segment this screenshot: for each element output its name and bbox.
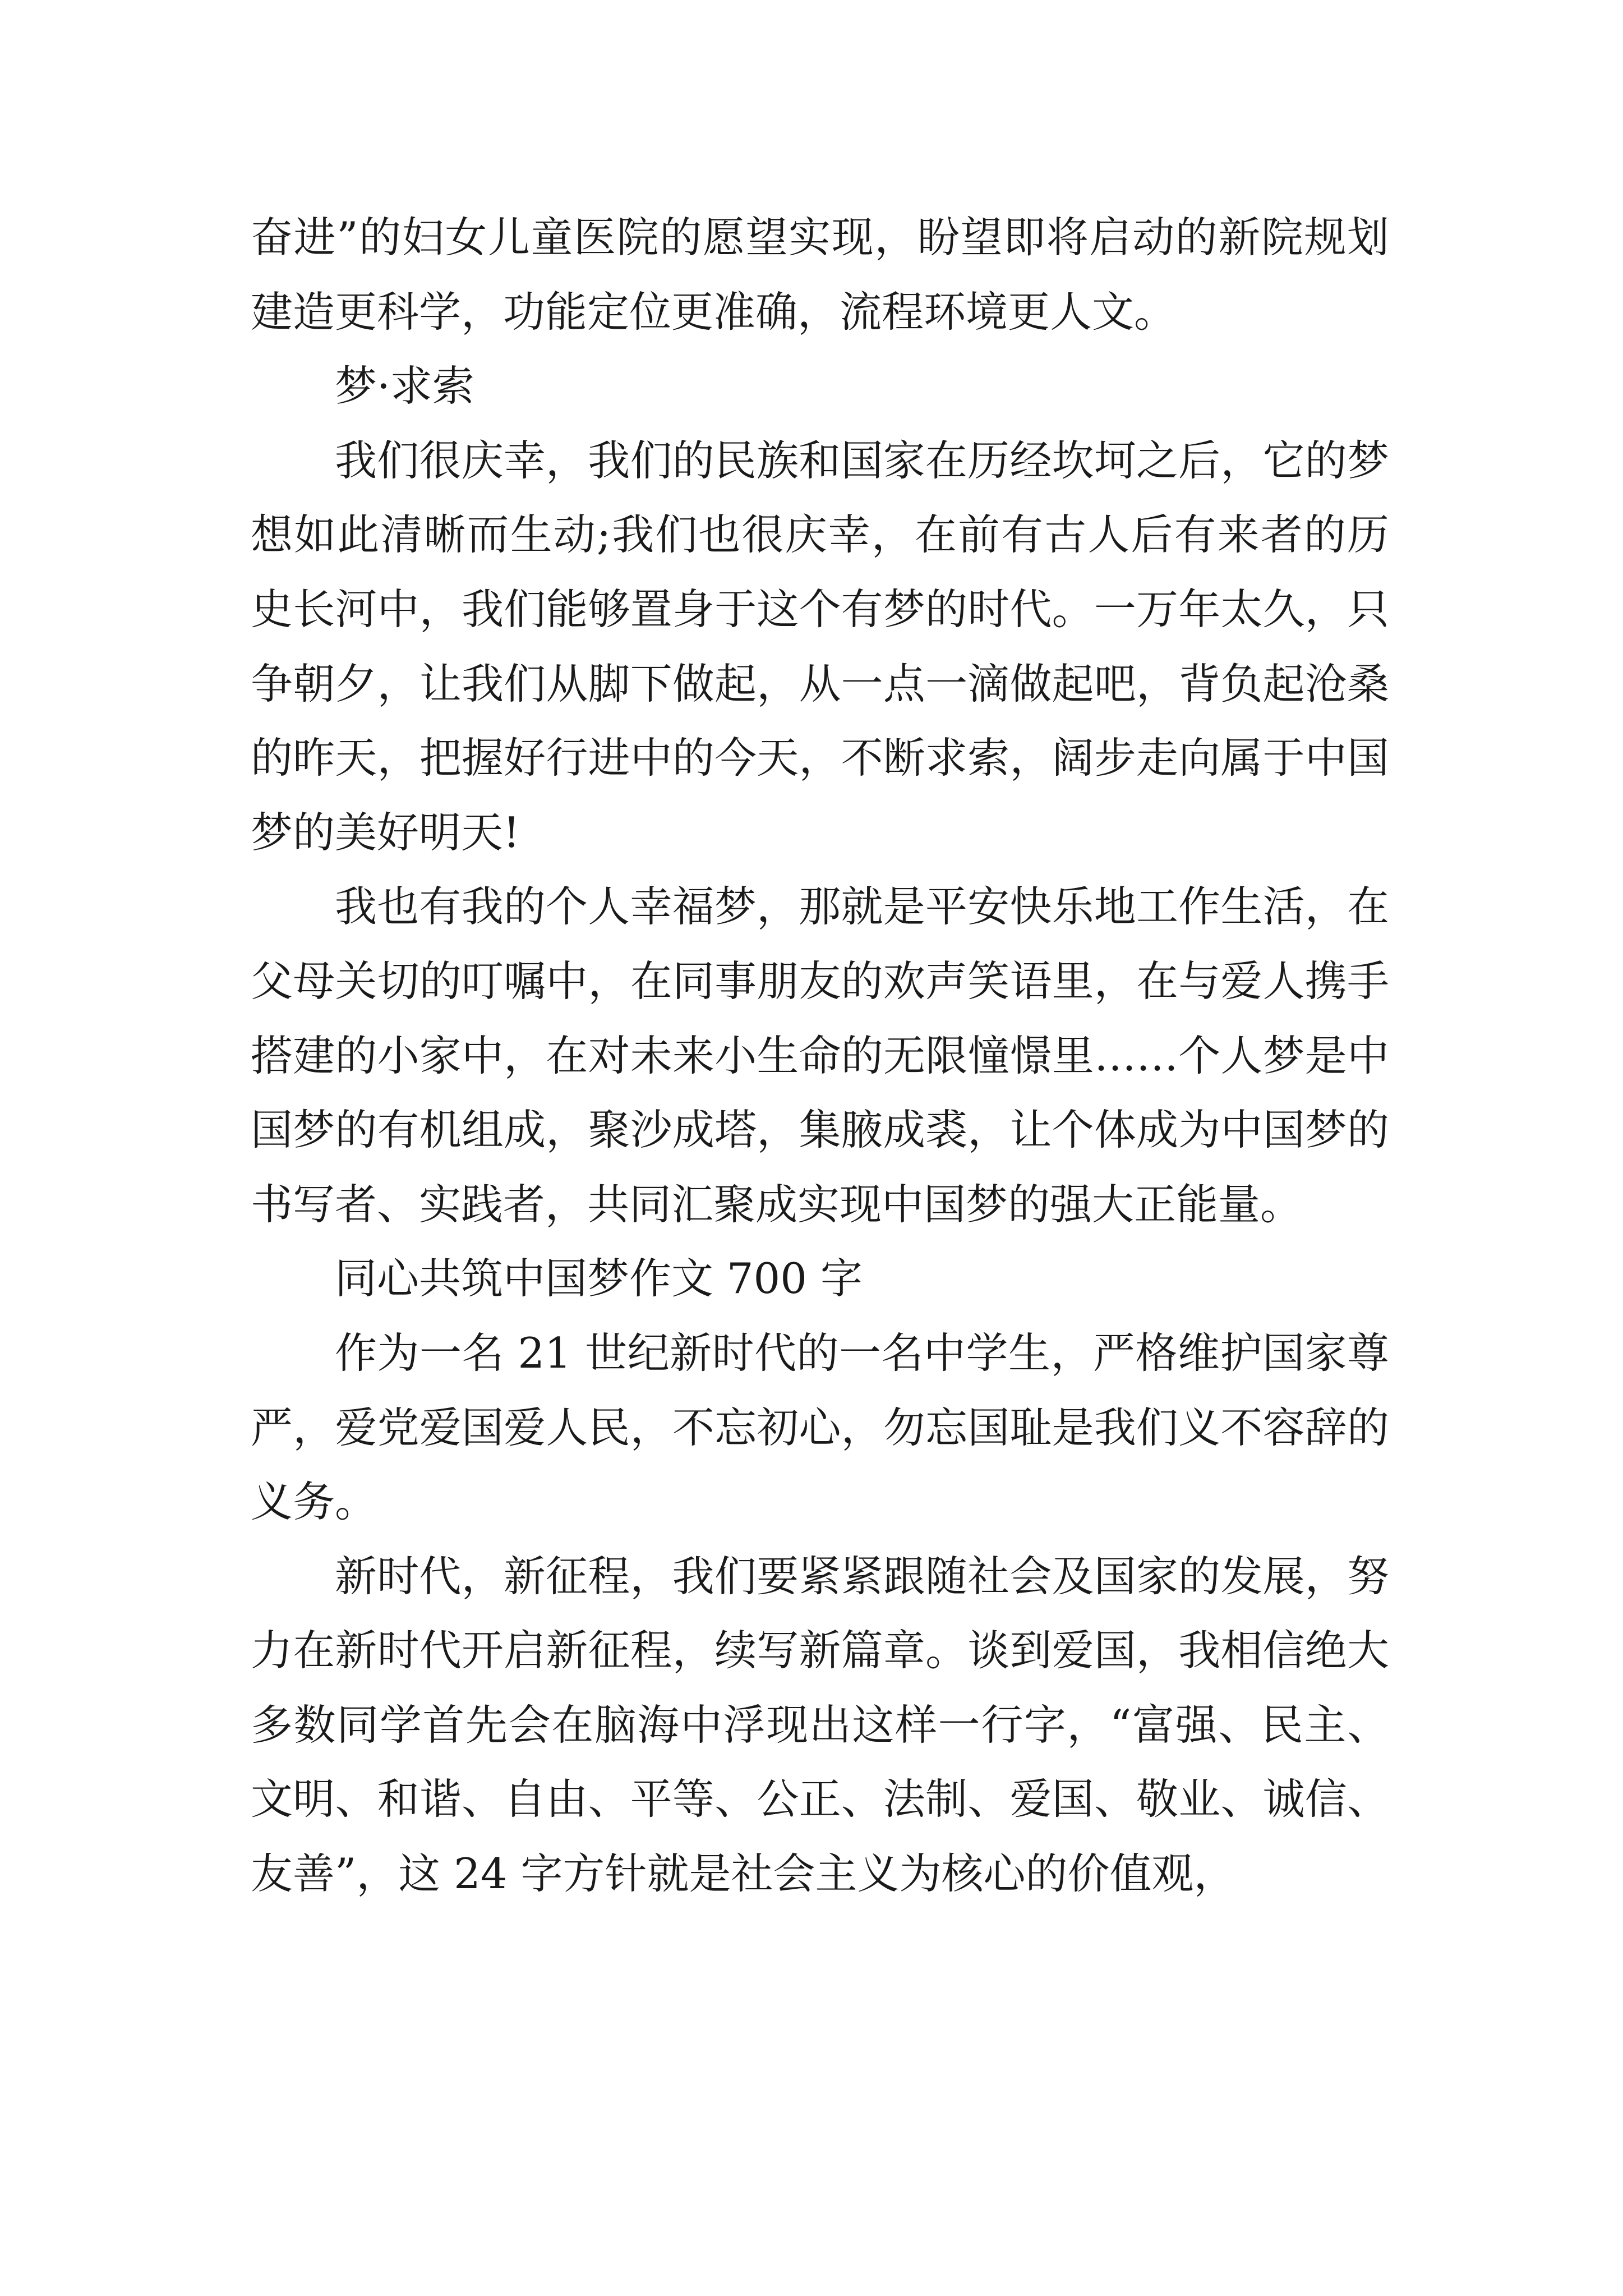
document-body — [251, 200, 1389, 1911]
paragraph: 我们很庆幸，我们的民族和国家在历经坎坷之后，它的梦想如此清晰而生动;我们也很庆幸，在前有古人后有来者的历史长河中，我们能够置身于这个有梦的时代。一万年太久，只争朝夕，让我们从脚下做起，从一点一滴做起吧，背负起沧桑的昨天，把握好行进中的今天，不断求索，阔步走向属于中国梦的美好明天! — [251, 435, 1389, 857]
paragraph: 作为一名 21 世纪新时代的一名中学生，严格维护国家尊严，爱党爱国爱人民，不忘初心，勿忘国耻是我们义不容辞的义务。 — [251, 1328, 1389, 1527]
section-heading-dream-quest: 梦·求索 — [335, 361, 474, 411]
essay-title: 同心共筑中国梦作文 700 字 — [335, 1254, 863, 1304]
paragraph: 新时代，新征程，我们要紧紧跟随社会及国家的发展，努力在新时代开启新征程，续写新篇章。谈到爱国，我相信绝大多数同学首先会在脑海中浮现出这样一行字，“富强、民主、文明、和谐、自由、平等、公正、法制、爱国、敬业、诚信、友善”，这 24 字方针就是社会主义为核心的价值观， — [251, 1551, 1389, 1899]
paragraph-continued: 奋进”的妇女儿童医院的愿望实现，盼望即将启动的新院规划建造更科学，功能定位更准确，流程环境更人文。 — [251, 213, 1389, 337]
paragraph: 我也有我的个人幸福梦，那就是平安快乐地工作生活，在父母关切的叮嘱中，在同事朋友的欢声笑语里，在与爱人携手搭建的小家中，在对未来小生命的无限憧憬里……个人梦是中国梦的有机组成，聚沙成塔，集腋成裘，让个体成为中国梦的书写者、实践者，共同汇聚成实现中国梦的强大正能量。 — [251, 882, 1389, 1229]
